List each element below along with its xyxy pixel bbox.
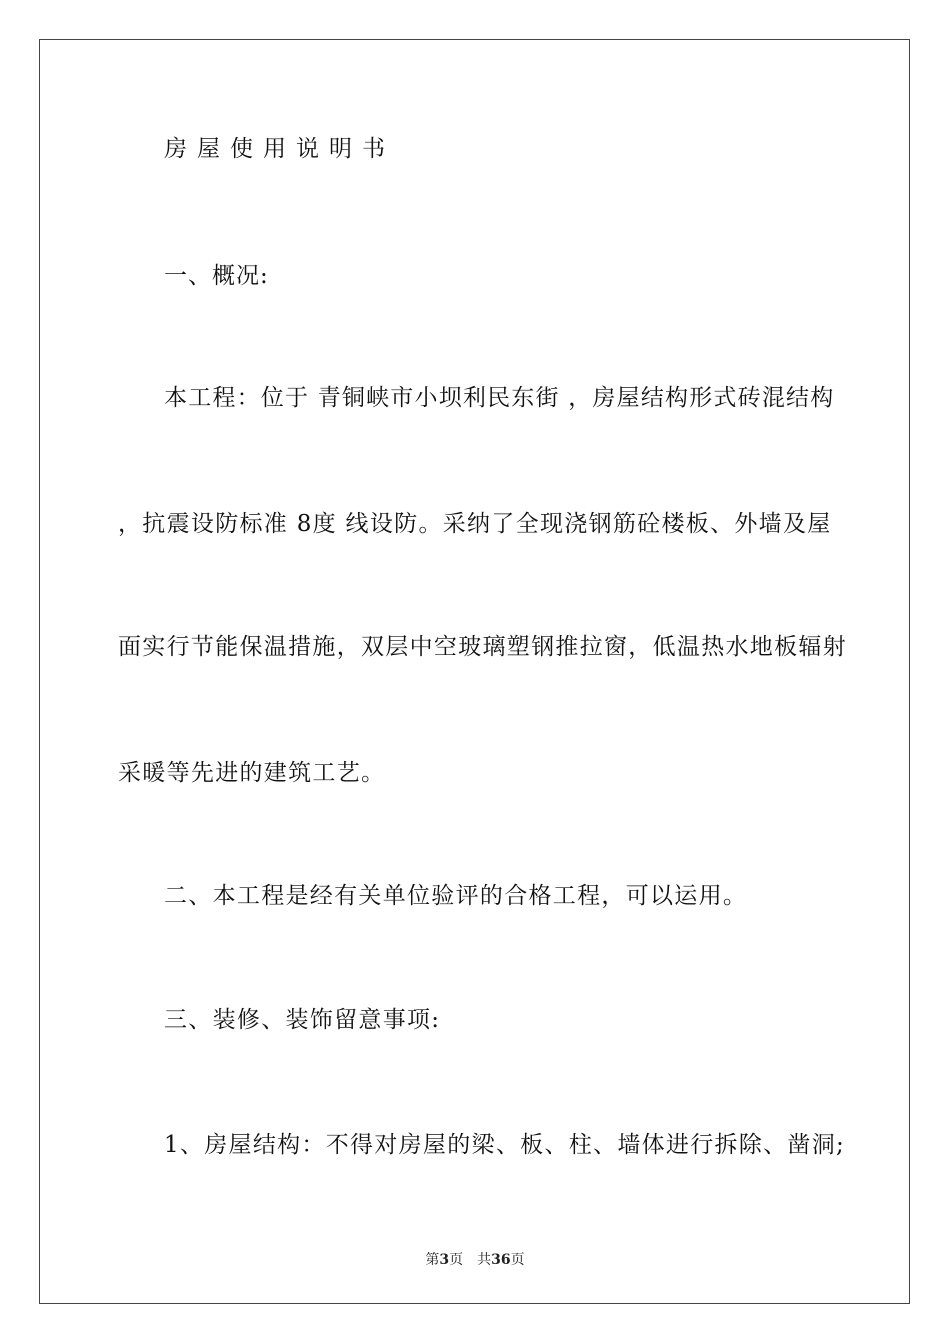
total-prefix: 共	[477, 1252, 492, 1268]
page-prefix: 第	[425, 1252, 440, 1268]
current-page-number: 3	[439, 1252, 450, 1268]
document-title: 房屋使用说明书	[164, 136, 395, 162]
paragraph-line-2: ，抗震设防标准 8度 线设防。采纳了全现浇钢筋砼楼板、外墙及屋	[118, 511, 832, 537]
total-page-number: 36	[491, 1252, 511, 1268]
paragraph-line-1: 本工程：位于 青铜峡市小坝利民东街 ，房屋结构形式砖混结构	[164, 385, 835, 411]
section-heading-overview: 一、概况:	[164, 263, 269, 289]
total-suffix: 页	[510, 1252, 525, 1268]
section-heading-acceptance: 二、本工程是经有关单位验评的合格工程，可以运用。	[164, 883, 748, 909]
section-heading-decoration: 三、装修、装饰留意事项:	[164, 1007, 441, 1033]
paragraph-line-4: 采暖等先进的建筑工艺。	[118, 760, 386, 786]
page-suffix: 页	[449, 1252, 464, 1268]
paragraph-line-3: 面实行节能保温措施，双层中空玻璃塑钢推拉窗，低温热水地板辐射	[118, 634, 847, 660]
list-item-structure: 1、房屋结构：不得对房屋的梁、板、柱、墙体进行拆除、凿洞;	[164, 1132, 846, 1158]
page-border	[39, 39, 910, 1304]
page-footer	[0, 1249, 950, 1269]
